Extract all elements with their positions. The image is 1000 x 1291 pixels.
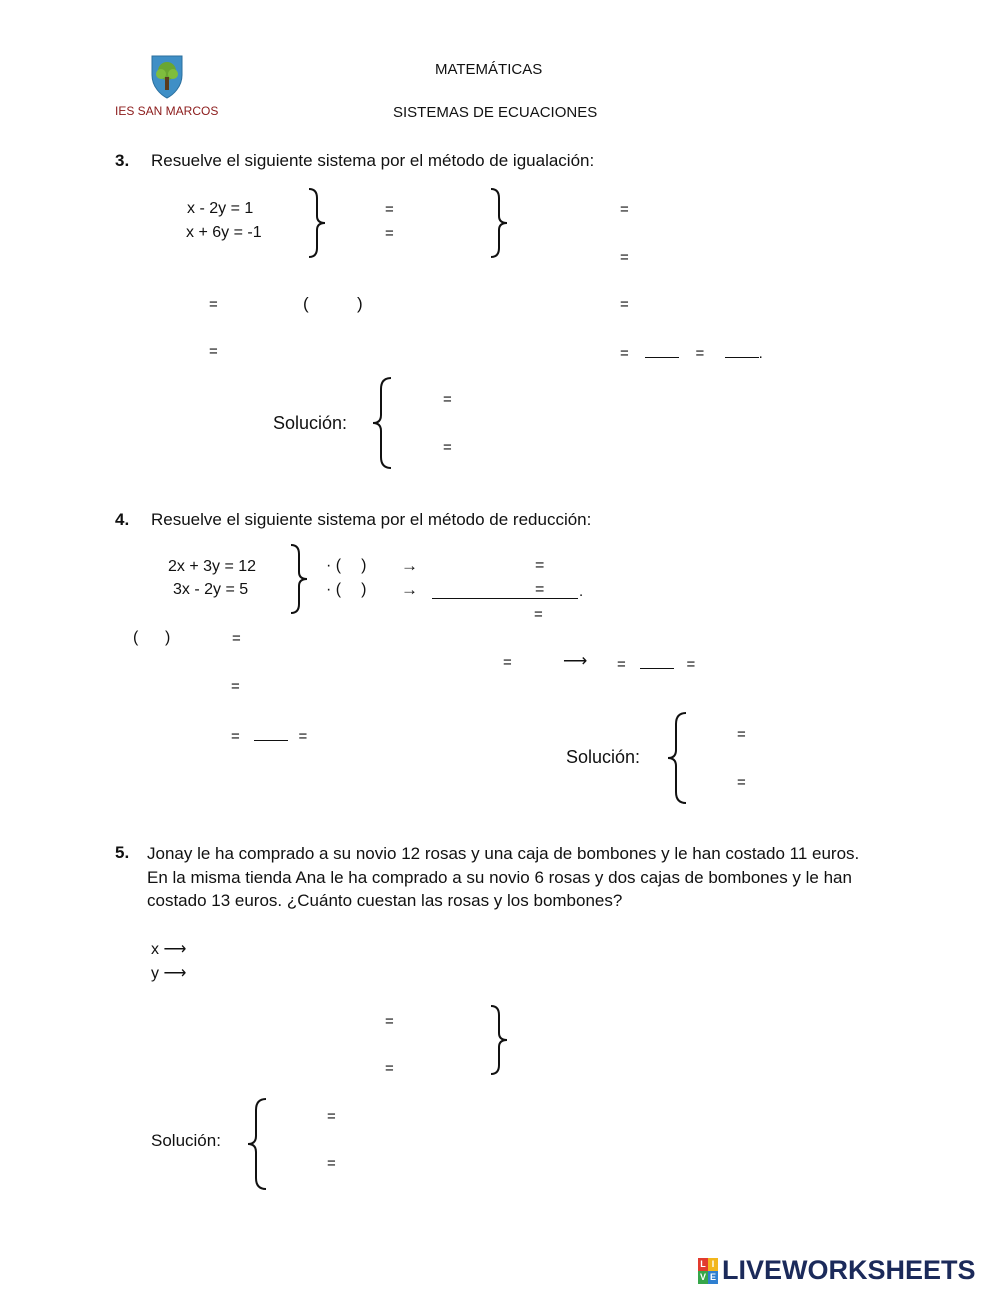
equals-sign: = [385,225,394,242]
equals-sign: = [298,728,308,745]
right-brace-icon [307,188,327,258]
variable-definition [151,963,186,983]
period: . [579,583,584,600]
equals-sign: = [443,439,452,456]
exercise-prompt: Resuelve el siguiente sistema por el método de reducción: [151,510,592,529]
answer-blank[interactable] [725,343,759,358]
equals-sign: = [535,581,545,598]
problem-text: En la misma tienda Ana le ha comprado a su novio 6 rosas y dos cajas de bombones y le han [147,868,852,887]
answer-blank[interactable] [645,343,679,358]
equals-sign: = [385,201,394,218]
exercise-number: 5. [115,843,130,862]
period: . [758,345,763,362]
paren-close: ) [361,581,367,598]
arrow-icon: → [401,556,418,575]
equals-sign: = [695,345,705,362]
equals-sign: = [385,1060,394,1077]
paren-open: ( [133,629,139,646]
sum-line [432,598,578,599]
equals-sign: = [737,774,746,791]
equals-sign: = [620,345,629,362]
equals-sign: = [620,296,629,313]
long-arrow-icon: ⟶ [163,965,187,982]
left-brace-icon [371,377,393,469]
equation: x - 2y = 1 [187,200,254,217]
dot-paren: · ( [326,581,342,598]
solution-label: Solución: [566,747,641,767]
subject-title: MATEMÁTICAS [435,61,543,78]
equals-sign: = [232,630,241,647]
exercise-prompt: Resuelve el siguiente sistema por el método de igualación: [151,151,595,170]
equation: x + 6y = -1 [186,224,262,241]
problem-text: Jonay le ha comprado a su novio 12 rosas y una caja de bombones y le han costado 11 euros. [147,844,860,863]
equals-sign: = [231,678,240,695]
equals-sign: = [209,343,218,360]
exercise-number: 4. [115,510,130,529]
paren-close: ) [357,294,363,313]
paren-close: ) [361,557,367,574]
right-brace-icon [289,544,309,614]
equals-sign: = [620,249,629,266]
final-line [620,343,763,362]
equals-sign: = [535,557,545,574]
left-brace-icon [246,1098,268,1190]
left-brace-icon [666,712,688,804]
equals-sign: = [443,391,452,408]
equals-sign: = [534,606,543,623]
variable-definition [151,939,186,959]
paren-close: ) [165,629,171,646]
equals-sign: = [620,201,629,218]
equals-sign: = [209,296,218,313]
equals-sign: = [231,728,240,745]
equals-sign: = [327,1108,336,1125]
solution-label: Solución: [151,1131,221,1150]
equation: 3x - 2y = 5 [173,581,249,598]
equals-sign: = [327,1155,336,1172]
problem-text: costado 13 euros. ¿Cuánto cuestan las rosas y los bombones? [147,891,623,910]
answer-blank[interactable] [640,654,674,669]
final-line [231,726,307,745]
multiplier [326,581,366,599]
school-name: IES SAN MARCOS [115,104,219,118]
variable-y: y [151,965,159,982]
right-brace-icon [489,1005,509,1075]
dot-paren: · ( [326,557,342,574]
answer-blank[interactable] [254,726,288,741]
live-badge-icon: L I V E [699,1259,716,1282]
arrow-icon: → [401,580,418,599]
topic-title: SISTEMAS DE ECUACIONES [393,104,598,121]
school-logo [115,53,220,123]
exercise-number: 3. [115,151,130,170]
right-brace-icon [489,188,509,258]
brand-name: LIVEWORKSHEETS [722,1255,976,1285]
equation: 2x + 3y = 12 [168,558,257,575]
shield-tree-icon [115,53,220,101]
paren-open: ( [303,294,309,313]
equals-sign: = [737,726,746,743]
long-arrow-icon: ⟶ [163,941,187,958]
multiplier [326,557,366,575]
solution-label: Solución: [273,413,348,433]
variable-x: x [151,941,159,958]
equals-sign: = [503,654,512,671]
long-arrow-icon: ⟶ [563,651,588,670]
equals-sign: = [617,656,626,673]
final-line [617,654,695,673]
equals-sign: = [385,1013,394,1030]
equals-sign: = [686,656,696,673]
